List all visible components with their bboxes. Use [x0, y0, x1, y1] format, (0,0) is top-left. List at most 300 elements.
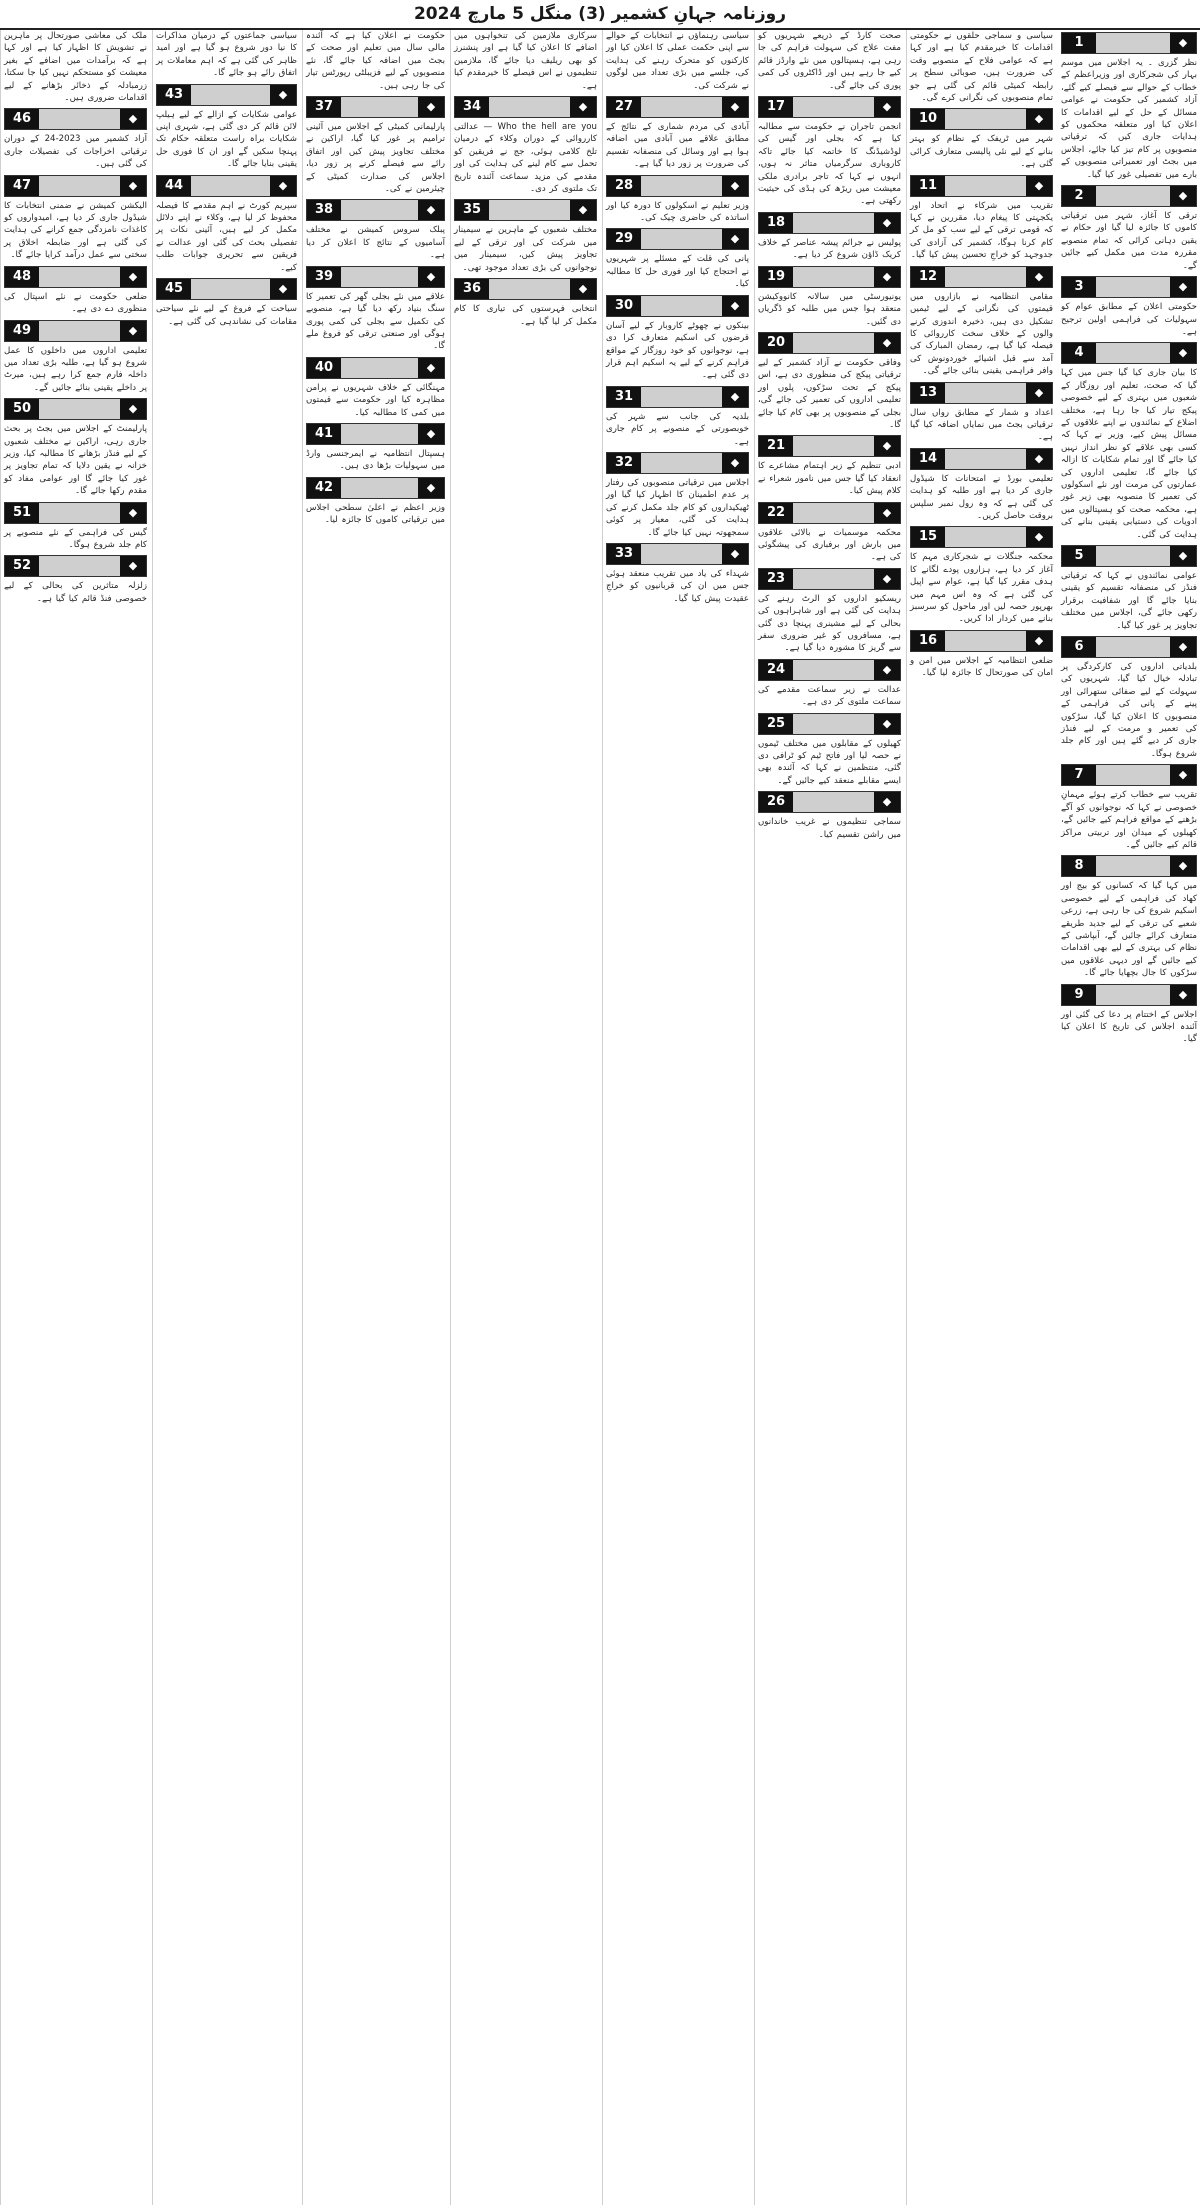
story-block — [4, 175, 147, 262]
story-block — [758, 435, 901, 497]
story-text: پولیس نے جرائم پیشہ عناصر کے خلاف کریک ڈاؤن شروع کر دیا ہے۔ — [758, 237, 901, 261]
story-marker-icon: ◆ — [418, 267, 444, 287]
story-marker-icon: ◆ — [1170, 637, 1196, 657]
story-number-bar — [606, 295, 749, 317]
story-marker-icon: ◆ — [1026, 449, 1052, 469]
story-text: زلزلہ متاثرین کی بحالی کے لیے خصوصی فنڈ قائم کیا گیا ہے۔ — [4, 581, 147, 604]
story-number-bar — [454, 96, 597, 118]
story-block — [4, 266, 147, 316]
story-block — [306, 266, 445, 353]
story-marker-icon: ◆ — [120, 503, 146, 523]
story-number: 45 — [157, 279, 191, 299]
story-text: نظر گزری ۔ یہ اجلاس میں موسم بہار کی شجرکاری اور وزیراعظم کے خطاب کے حوالے سے فیصلے کیے گئے، آزاد کشمیر کی حکومت نے عوامی مسائل کے حل کے لیے اقدامات کا اعلان کیا اور متعلقہ محکموں کو ہدایات جاری کیں کہ ترقیاتی منصوبوں پر کام تیز کیا جائے، اجلاس میں بجٹ اور تعمیراتی منصوبوں کے بارے میں تفصیلی غور کیا گیا۔ — [1061, 58, 1197, 180]
story-header-rule — [945, 527, 1026, 547]
story-header-rule — [641, 97, 722, 117]
story-block — [4, 555, 147, 605]
story-number: 6 — [1062, 637, 1096, 657]
story-text: پارلیمانی کمیٹی کے اجلاس میں آئینی ترامیم پر غور کیا گیا، اراکین نے مختلف تجاویز پیش کیں اور اتفاق رائے سے فیصلے کرنے پر زور دیا، اجلاس کی صدارت کمیٹی کے چیئرمین نے کی۔ — [306, 122, 445, 195]
story-number: 48 — [5, 267, 39, 287]
story-header-rule — [793, 714, 874, 734]
story-block — [4, 30, 147, 104]
story-text: مہنگائی کے خلاف شہریوں نے پرامن مظاہرہ کیا اور حکومت سے قیمتوں میں کمی کا مطالبہ کیا۔ — [306, 382, 445, 418]
story-block — [156, 175, 297, 274]
story-block — [758, 212, 901, 262]
story-text: سپریم کورٹ نے اہم مقدمے کا فیصلہ محفوظ کر لیا ہے، وکلاء نے اپنے دلائل مکمل کر لیے ہیں، آئینی نکات پر تفصیلی بحث کی گئی اور عدالت نے فریقین سے تحریری جوابات طلب کیے۔ — [156, 200, 297, 273]
story-marker-icon: ◆ — [1170, 343, 1196, 363]
story-number-bar — [4, 266, 147, 288]
story-marker-icon: ◆ — [418, 358, 444, 378]
story-header-rule — [945, 631, 1026, 651]
story-header-rule — [39, 176, 120, 196]
story-header-rule — [793, 267, 874, 287]
story-number: 25 — [759, 714, 793, 734]
story-header-rule — [341, 200, 418, 220]
story-number: 16 — [911, 631, 945, 651]
story-text: آبادی کی مردم شماری کے نتائج کے مطابق علاقے میں آبادی میں اضافہ ہوا ہے اور وسائل کی منصفانہ تقسیم کی ضرورت پر زور دیا گیا ہے۔ — [606, 122, 749, 170]
story-number-bar — [454, 199, 597, 221]
story-text: سرکاری ملازمین کی تنخواہوں میں اضافے کا اعلان کیا گیا ہے اور پنشنرز کو بھی ریلیف دیا جائے گا، ملازمین تنظیموں نے اس فیصلے کا خیرمقدم کیا ہے۔ — [454, 31, 597, 91]
story-text: ترقی کا آغاز، شہر میں ترقیاتی کاموں کا جائزہ لیا گیا اور حکام نے یقین دہانی کرائی کہ تمام منصوبے مقررہ مدت میں مکمل کیے جائیں گے۔ — [1061, 211, 1197, 271]
story-block — [606, 96, 749, 171]
story-number-bar — [606, 96, 749, 118]
story-marker-icon: ◆ — [120, 321, 146, 341]
story-number: 30 — [607, 296, 641, 316]
story-number-bar — [156, 278, 297, 300]
story-number: 31 — [607, 387, 641, 407]
masthead-title: روزنامہ جہانِ کشمیر (3) منگل 5 مارچ 2024 — [0, 0, 1200, 30]
story-marker-icon: ◆ — [874, 97, 900, 117]
story-number-bar — [1061, 545, 1197, 567]
story-header-rule — [191, 85, 270, 105]
story-block — [1061, 32, 1197, 181]
story-text: انتخابی فہرستوں کی تیاری کا کام مکمل کر لیا گیا ہے۔ — [454, 304, 597, 327]
story-number: 38 — [307, 200, 341, 220]
story-marker-icon: ◆ — [570, 200, 596, 220]
story-marker-icon: ◆ — [418, 424, 444, 444]
story-number-bar — [606, 386, 749, 408]
story-number: 28 — [607, 176, 641, 196]
story-text: وفاقی حکومت نے آزاد کشمیر کے لیے ترقیاتی پیکج کی منظوری دی ہے، اس پیکج کے تحت سڑکوں، پلوں اور تعلیمی اداروں کی تعمیر کی جائے گی، بجلی کے منصوبوں پر بھی کام کیا جائے گا۔ — [758, 357, 901, 430]
story-block — [606, 543, 749, 605]
story-block — [758, 502, 901, 564]
story-number-bar — [910, 526, 1053, 548]
story-block — [910, 448, 1053, 523]
column-4 — [602, 30, 752, 2205]
column-2 — [906, 30, 1056, 2205]
story-number: 46 — [5, 109, 39, 129]
story-block — [4, 320, 147, 395]
story-number: 4 — [1062, 343, 1096, 363]
story-block — [758, 30, 901, 92]
story-number-bar — [306, 96, 445, 118]
story-number-bar — [758, 791, 901, 813]
story-text: الیکشن کمیشن نے ضمنی انتخابات کا شیڈول جاری کر دیا ہے، امیدواروں کو کاغذات نامزدگی جمع کرانے کی ہدایت کی گئی ہے اور ضابطہ اخلاق پر سختی سے عمل درآمد کرایا جائے گا۔ — [4, 200, 147, 261]
story-text: میں کہا گیا کہ کسانوں کو بیج اور کھاد کی فراہمی کے لیے خصوصی اسکیم شروع کی جا رہی ہے، زرعی شعبے کی ترقی کے لیے جدید طریقے متعارف کرائے جائیں گے، آبپاشی کے نظام کی بہتری کے لیے بھی اقدامات کیے جائیں گے اور دیہی علاقوں میں سڑکوں کا جال بچھایا جائے گا۔ — [1061, 881, 1197, 979]
story-header-rule — [1096, 546, 1170, 566]
story-number: 3 — [1062, 277, 1096, 297]
story-text: تقریب میں شرکاء نے اتحاد اور یکجہتی کا پیغام دیا، مقررین نے کہا کہ قومی ترقی کے لیے سب کو مل کر کام کرنا ہوگا، کشمیر کی آزادی کی جدوجہد کو خراجِ تحسین پیش کیا گیا۔ — [910, 200, 1053, 261]
story-number: 10 — [911, 109, 945, 129]
story-number: 50 — [5, 399, 39, 419]
story-text: ریسکیو اداروں کو الرٹ رہنے کی ہدایت کی گئی ہے اور شاہراہوں کی بحالی کے لیے مشینری پہنچا دی گئی ہے، مسافروں کو غیر ضروری سفر سے گریز کا مشورہ دیا گیا ہے۔ — [758, 593, 901, 654]
story-marker-icon: ◆ — [874, 569, 900, 589]
story-block — [910, 526, 1053, 625]
story-header-rule — [341, 97, 418, 117]
story-number: 8 — [1062, 856, 1096, 876]
story-number-bar — [758, 96, 901, 118]
story-block — [454, 278, 597, 328]
story-block — [758, 96, 901, 208]
story-block — [1061, 855, 1197, 979]
story-number: 23 — [759, 569, 793, 589]
story-text: سیاسی جماعتوں کے درمیان مذاکرات کا نیا دور شروع ہو گیا ہے اور امید ظاہر کی گئی ہے کہ اہم معاملات پر اتفاق رائے ہو جائے گا۔ — [156, 31, 297, 79]
story-marker-icon: ◆ — [1170, 546, 1196, 566]
story-number: 22 — [759, 503, 793, 523]
story-marker-icon: ◆ — [1026, 267, 1052, 287]
story-header-rule — [641, 453, 722, 473]
story-text: سیاسی و سماجی حلقوں نے حکومتی اقدامات کا خیرمقدم کیا ہے اور کہا ہے کہ عوامی فلاح کے منصوبے وقت کی ضرورت ہیں، صوبائی سطح پر رابطہ کمیٹی قائم کی گئی ہے جو تمام منصوبوں کی نگرانی کرے گی۔ — [910, 31, 1053, 104]
story-header-rule — [341, 424, 418, 444]
story-number-bar — [910, 630, 1053, 652]
story-block — [910, 266, 1053, 378]
story-number-bar — [758, 212, 901, 234]
story-number-bar — [4, 555, 147, 577]
story-text: پارلیمنٹ کے اجلاس میں بجٹ پر بحث جاری رہی، اراکین نے مختلف شعبوں کے لیے فنڈز بڑھانے کا مطالبہ کیا، وزیر خزانہ نے یقین دلایا کہ تمام تجاویز پر غور کیا جائے گا اور عوامی مفاد کو مقدم رکھا جائے گا۔ — [4, 424, 147, 497]
story-block — [306, 199, 445, 261]
story-marker-icon: ◆ — [1170, 765, 1196, 785]
story-marker-icon: ◆ — [1026, 527, 1052, 547]
story-block — [156, 278, 297, 328]
story-block — [606, 228, 749, 290]
story-number-bar — [758, 568, 901, 590]
story-number: 17 — [759, 97, 793, 117]
story-number: 2 — [1062, 186, 1096, 206]
story-number: 18 — [759, 213, 793, 233]
story-text: اعداد و شمار کے مطابق رواں سال ترقیاتی بجٹ میں نمایاں اضافہ کیا گیا ہے۔ — [910, 407, 1053, 443]
story-text: محکمہ جنگلات نے شجرکاری مہم کا آغاز کر دیا ہے، ہزاروں پودے لگانے کا ہدف مقرر کیا گیا ہے، عوام سے اپیل کی گئی ہے کہ وہ اس مہم میں بھرپور حصہ لیں اور ماحول کو سرسبز بنانے میں کردار ادا کریں۔ — [910, 552, 1053, 625]
story-header-rule — [793, 436, 874, 456]
story-header-rule — [641, 387, 722, 407]
story-block — [758, 332, 901, 431]
story-number-bar — [758, 713, 901, 735]
story-marker-icon: ◆ — [270, 279, 296, 299]
story-block — [156, 84, 297, 171]
story-block — [606, 175, 749, 225]
story-block — [4, 502, 147, 552]
story-number-bar — [4, 398, 147, 420]
story-number: 20 — [759, 333, 793, 353]
story-block — [4, 108, 147, 170]
story-number: 41 — [307, 424, 341, 444]
story-marker-icon: ◆ — [1026, 383, 1052, 403]
story-number: 39 — [307, 267, 341, 287]
story-text: تعلیمی اداروں میں داخلوں کا عمل شروع ہو گیا ہے، طلبہ بڑی تعداد میں داخلہ فارم جمع کرا رہے ہیں، میرٹ پر داخلے یقینی بنائے جائیں گے۔ — [4, 345, 147, 393]
story-number-bar — [910, 382, 1053, 404]
story-marker-icon: ◆ — [120, 556, 146, 576]
story-header-rule — [793, 503, 874, 523]
story-marker-icon: ◆ — [120, 399, 146, 419]
story-number: 35 — [455, 200, 489, 220]
story-block — [606, 452, 749, 539]
story-marker-icon: ◆ — [120, 109, 146, 129]
story-text: وزیر تعلیم نے اسکولوں کا دورہ کیا اور اساتذہ کی حاضری چیک کی۔ — [606, 200, 749, 224]
story-number-bar — [4, 108, 147, 130]
story-number: 36 — [455, 279, 489, 299]
story-number-bar — [1061, 984, 1197, 1006]
column-1 — [1058, 30, 1200, 2205]
story-header-rule — [39, 399, 120, 419]
story-header-rule — [793, 213, 874, 233]
story-header-rule — [341, 267, 418, 287]
story-header-rule — [641, 544, 722, 564]
story-text: وزیر اعظم نے اعلیٰ سطحی اجلاس میں ترقیاتی کاموں کا جائزہ لیا۔ — [306, 502, 445, 526]
story-header-rule — [641, 176, 722, 196]
story-text: ضلعی حکومت نے نئے اسپتال کی منظوری دے دی ہے۔ — [4, 291, 147, 315]
story-block — [606, 30, 749, 92]
story-number: 32 — [607, 453, 641, 473]
story-text: یونیورسٹی میں سالانہ کانووکیشن منعقد ہوا جس میں طلبہ کو ڈگریاں دی گئیں۔ — [758, 291, 901, 327]
story-text: بلدیہ کی جانب سے شہر کی خوبصورتی کے منصوبے پر کام جاری ہے۔ — [606, 411, 749, 447]
story-text: سیاسی رہنماؤں نے انتخابات کے حوالے سے اپنی حکمت عملی کا اعلان کیا اور کارکنوں کو متحرک رہنے کی ہدایت کی، جلسے میں بڑی تعداد میں لوگوں نے شرکت کی۔ — [606, 31, 749, 91]
story-header-rule — [793, 333, 874, 353]
story-number: 42 — [307, 478, 341, 498]
story-block — [306, 477, 445, 527]
story-header-rule — [793, 660, 874, 680]
story-number: 49 — [5, 321, 39, 341]
story-text: پبلک سروس کمیشن نے مختلف آسامیوں کے نتائج کا اعلان کر دیا ہے۔ — [306, 225, 445, 261]
story-marker-icon: ◆ — [1170, 33, 1196, 53]
story-number: 19 — [759, 267, 793, 287]
story-number-bar — [910, 175, 1053, 197]
story-block — [1061, 185, 1197, 272]
story-marker-icon: ◆ — [418, 478, 444, 498]
story-block — [1061, 342, 1197, 541]
story-text: اجلاس میں ترقیاتی منصوبوں کی رفتار پر عدم اطمینان کا اظہار کیا گیا اور ٹھیکیداروں کو کام جلد مکمل کرنے کی ہدایت کی گئی، معیار پر کوئی سمجھوتہ نہیں کیا جائے گا۔ — [606, 477, 749, 538]
story-block — [1061, 984, 1197, 1046]
story-marker-icon: ◆ — [722, 453, 748, 473]
story-number: 33 — [607, 544, 641, 564]
story-marker-icon: ◆ — [120, 176, 146, 196]
story-marker-icon: ◆ — [1026, 109, 1052, 129]
story-number: 29 — [607, 229, 641, 249]
story-block — [454, 199, 597, 274]
story-number: 14 — [911, 449, 945, 469]
story-header-rule — [641, 296, 722, 316]
story-number: 24 — [759, 660, 793, 680]
story-marker-icon: ◆ — [722, 176, 748, 196]
story-text: بلدیاتی اداروں کی کارکردگی پر تبادلہ خیال کیا گیا، شہریوں کی سہولت کے لیے صفائی ستھرائی اور پینے کے پانی کی فراہمی کے منصوبوں کا اعلان کیا گیا، سڑکوں کی تعمیر و مرمت کے لیے فنڈز جاری کر دیے گئے ہیں اور کام جلد شروع ہوگا۔ — [1061, 662, 1197, 759]
story-header-rule — [1096, 277, 1170, 297]
column-7 — [152, 30, 300, 2205]
story-marker-icon: ◆ — [1170, 985, 1196, 1005]
story-number-bar — [910, 108, 1053, 130]
story-header-rule — [489, 97, 570, 117]
story-text: بینکوں نے چھوٹے کاروبار کے لیے آسان قرضوں کی اسکیم متعارف کرا دی ہے، نوجوانوں کو خود روزگار کے مواقع فراہم کرنے کے لیے یہ اسکیم اہم قرار دی گئی ہے۔ — [606, 320, 749, 381]
story-text: کھیلوں کے مقابلوں میں مختلف ٹیموں نے حصہ لیا اور فاتح ٹیم کو ٹرافی دی گئی، منتظمین نے کہا کہ آئندہ بھی ایسے مقابلے منعقد کیے جائیں گے۔ — [758, 738, 901, 786]
story-marker-icon: ◆ — [874, 436, 900, 456]
story-header-rule — [341, 478, 418, 498]
story-header-rule — [1096, 856, 1170, 876]
story-marker-icon: ◆ — [1026, 631, 1052, 651]
story-block — [454, 30, 597, 92]
story-number-bar — [758, 266, 901, 288]
story-header-rule — [945, 383, 1026, 403]
story-marker-icon: ◆ — [1170, 277, 1196, 297]
story-block — [306, 423, 445, 473]
story-block — [306, 357, 445, 419]
story-number-bar — [606, 228, 749, 250]
story-header-rule — [1096, 343, 1170, 363]
story-number: 34 — [455, 97, 489, 117]
story-header-rule — [945, 267, 1026, 287]
story-text: صحت کارڈ کے ذریعے شہریوں کو مفت علاج کی سہولت فراہم کی جا رہی ہے، ہسپتالوں میں نئے وارڈز قائم کیے جا رہے ہیں اور ڈاکٹروں کی کمی پوری کی جائے گی۔ — [758, 31, 901, 91]
story-block — [910, 382, 1053, 444]
story-number: 7 — [1062, 765, 1096, 785]
story-number: 26 — [759, 792, 793, 812]
story-number-bar — [1061, 764, 1197, 786]
story-number: 5 — [1062, 546, 1096, 566]
story-number-bar — [306, 357, 445, 379]
story-number-bar — [1061, 342, 1197, 364]
story-marker-icon: ◆ — [270, 85, 296, 105]
story-block — [4, 398, 147, 497]
story-header-rule — [1096, 33, 1170, 53]
story-marker-icon: ◆ — [418, 97, 444, 117]
story-header-rule — [793, 569, 874, 589]
story-block — [758, 713, 901, 788]
story-number: 40 — [307, 358, 341, 378]
story-header-rule — [1096, 637, 1170, 657]
story-text: انجمن تاجران نے حکومت سے مطالبہ کیا ہے کہ بجلی اور گیس کی لوڈشیڈنگ کا خاتمہ کیا جائے تاکہ کاروباری سرگرمیاں متاثر نہ ہوں، انہوں نے کہا کہ تاجر برادری ملکی معیشت میں ریڑھ کی ہڈی کی حیثیت رکھتی ہے۔ — [758, 122, 901, 207]
story-block — [306, 96, 445, 195]
story-number-bar — [156, 175, 297, 197]
story-marker-icon: ◆ — [722, 544, 748, 564]
story-text: کا بیان جاری کیا گیا جس میں کہا گیا کہ صحت، تعلیم اور روزگار کے شعبوں میں بہتری کے لیے خصوصی پیکج تیار کیا جا رہا ہے، مختلف اضلاع کے نمائندوں نے اپنے علاقوں کے مسائل پیش کیے، وزیر نے کہا کہ کسی بھی علاقے کو نظر انداز نہیں کیا جائے گا اور تمام شکایات کا ازالہ کیا جائے گا، تعلیمی اداروں کی عمارتوں کی مرمت اور نئے اسکولوں کی تعمیر کا منصوبہ بھی زیر غور ہے، محکمہ صحت کو ہسپتالوں میں ادویات کی دستیابی یقینی بنانے کی ہدایت کی گئی۔ — [1061, 368, 1197, 540]
story-block — [1061, 276, 1197, 338]
story-number: 12 — [911, 267, 945, 287]
story-number: 9 — [1062, 985, 1096, 1005]
story-marker-icon: ◆ — [874, 792, 900, 812]
story-block — [454, 96, 597, 195]
story-text: سماجی تنظیموں نے غریب خاندانوں میں راشن تقسیم کیا۔ — [758, 817, 901, 840]
story-number-bar — [1061, 855, 1197, 877]
story-number-bar — [1061, 32, 1197, 54]
column-3 — [754, 30, 904, 2205]
story-number: 52 — [5, 556, 39, 576]
story-text: ادبی تنظیم کے زیر اہتمام مشاعرے کا انعقاد کیا گیا جس میں نامور شعراء نے کلام پیش کیا۔ — [758, 461, 901, 497]
story-number-bar — [910, 266, 1053, 288]
story-marker-icon: ◆ — [874, 503, 900, 523]
story-text: Who the hell are you — عدالتی کارروائی کے دوران وکلاء کے درمیان تلخ کلامی ہوئی، جج نے فریقین کو تحمل سے کام لینے کی ہدایت کی اور مقدمے کی مزید سماعت آئندہ تاریخ تک ملتوی کر دی۔ — [454, 122, 597, 195]
story-number-bar — [1061, 185, 1197, 207]
story-block — [306, 30, 445, 92]
story-number-bar — [758, 435, 901, 457]
story-header-rule — [39, 267, 120, 287]
story-block — [910, 175, 1053, 262]
story-number-bar — [4, 175, 147, 197]
story-header-rule — [489, 200, 570, 220]
story-text: شہر میں ٹریفک کے نظام کو بہتر بنانے کے لیے نئی پالیسی متعارف کرائی گئی ہے۔ — [910, 134, 1053, 170]
story-number-bar — [4, 502, 147, 524]
story-marker-icon: ◆ — [120, 267, 146, 287]
story-header-rule — [39, 556, 120, 576]
story-header-rule — [1096, 765, 1170, 785]
story-block — [758, 791, 901, 841]
column-8 — [0, 30, 150, 2205]
story-number-bar — [606, 452, 749, 474]
story-text: محکمہ موسمیات نے بالائی علاقوں میں بارش اور برفباری کی پیشگوئی کی ہے۔ — [758, 527, 901, 563]
story-marker-icon: ◆ — [1170, 856, 1196, 876]
story-number: 43 — [157, 85, 191, 105]
story-header-rule — [191, 176, 270, 196]
story-marker-icon: ◆ — [722, 387, 748, 407]
story-block — [1061, 545, 1197, 632]
story-marker-icon: ◆ — [722, 229, 748, 249]
story-number-bar — [4, 320, 147, 342]
story-marker-icon: ◆ — [570, 279, 596, 299]
story-header-rule — [945, 176, 1026, 196]
story-number: 21 — [759, 436, 793, 456]
story-header-rule — [641, 229, 722, 249]
column-5 — [450, 30, 600, 2205]
story-marker-icon: ◆ — [1026, 176, 1052, 196]
story-number-bar — [306, 266, 445, 288]
story-marker-icon: ◆ — [874, 333, 900, 353]
story-number: 47 — [5, 176, 39, 196]
story-text: مقامی انتظامیہ نے بازاروں میں قیمتوں کی نگرانی کے لیے ٹیمیں تشکیل دی ہیں، ذخیرہ اندوزی کرنے والوں کے خلاف سخت کارروائی کا فیصلہ کیا گیا ہے، رمضان المبارک کی آمد سے قبل اشیائے خوردونوش کی وافر فراہمی یقینی بنائی جائے گی۔ — [910, 291, 1053, 377]
story-text: آزاد کشمیر میں 2023-24 کے دوران ترقیاتی اخراجات کی تفصیلات جاری کی گئی ہیں۔ — [4, 134, 148, 170]
story-header-rule — [945, 109, 1026, 129]
story-block — [606, 386, 749, 448]
story-text: ہسپتال انتظامیہ نے ایمرجنسی وارڈ میں سہولیات بڑھا دی ہیں۔ — [306, 448, 445, 472]
story-marker-icon: ◆ — [722, 97, 748, 117]
story-header-rule — [1096, 186, 1170, 206]
story-number-bar — [606, 543, 749, 565]
story-number-bar — [910, 448, 1053, 470]
story-header-rule — [39, 109, 120, 129]
story-marker-icon: ◆ — [874, 213, 900, 233]
story-text: پانی کی قلت کے مسئلے پر شہریوں نے احتجاج کیا اور فوری حل کا مطالبہ کیا۔ — [606, 254, 749, 290]
story-number-bar — [306, 477, 445, 499]
story-number: 44 — [157, 176, 191, 196]
story-block — [156, 30, 297, 80]
column-6 — [302, 30, 448, 2205]
story-text: عدالت نے زیر سماعت مقدمے کی سماعت ملتوی کر دی ہے۔ — [758, 684, 901, 708]
story-block — [910, 30, 1053, 104]
story-header-rule — [341, 358, 418, 378]
story-number: 1 — [1062, 33, 1096, 53]
story-number: 51 — [5, 503, 39, 523]
story-text: گیس کی فراہمی کے نئے منصوبے پر کام جلد شروع ہوگا۔ — [4, 527, 147, 550]
story-block — [758, 568, 901, 655]
story-header-rule — [39, 503, 120, 523]
story-number-bar — [454, 278, 597, 300]
story-header-rule — [39, 321, 120, 341]
story-text: حکومت نے اعلان کیا ہے کہ آئندہ مالی سال میں تعلیم اور صحت کے بجٹ میں اضافہ کیا جائے گا، نئے منصوبوں کے لیے فزیبلٹی رپورٹس تیار کی جا رہی ہیں۔ — [306, 31, 445, 91]
story-marker-icon: ◆ — [418, 200, 444, 220]
story-text: عوامی نمائندوں نے کہا کہ ترقیاتی فنڈز کی منصفانہ تقسیم کو یقینی بنایا جائے گا اور شفافیت برقرار رکھی جائے گی، اجلاس میں مختلف تجاویز پر غور کیا گیا۔ — [1061, 571, 1197, 631]
story-text: تقریب سے خطاب کرتے ہوئے مہمانِ خصوصی نے کہا کہ نوجوانوں کو آگے بڑھنے کے مواقع فراہم کیے جائیں گے، کھیلوں کے میدان اور تربیتی مراکز قائم کیے جائیں گے۔ — [1061, 790, 1197, 850]
story-text: شہداء کی یاد میں تقریب منعقد ہوئی جس میں ان کی قربانیوں کو خراجِ عقیدت پیش کیا گیا۔ — [606, 568, 749, 604]
story-block — [1061, 764, 1197, 851]
story-number-bar — [606, 175, 749, 197]
story-number-bar — [156, 84, 297, 106]
story-header-rule — [945, 449, 1026, 469]
story-block — [910, 108, 1053, 170]
story-marker-icon: ◆ — [270, 176, 296, 196]
story-block — [758, 659, 901, 709]
story-block — [606, 295, 749, 382]
